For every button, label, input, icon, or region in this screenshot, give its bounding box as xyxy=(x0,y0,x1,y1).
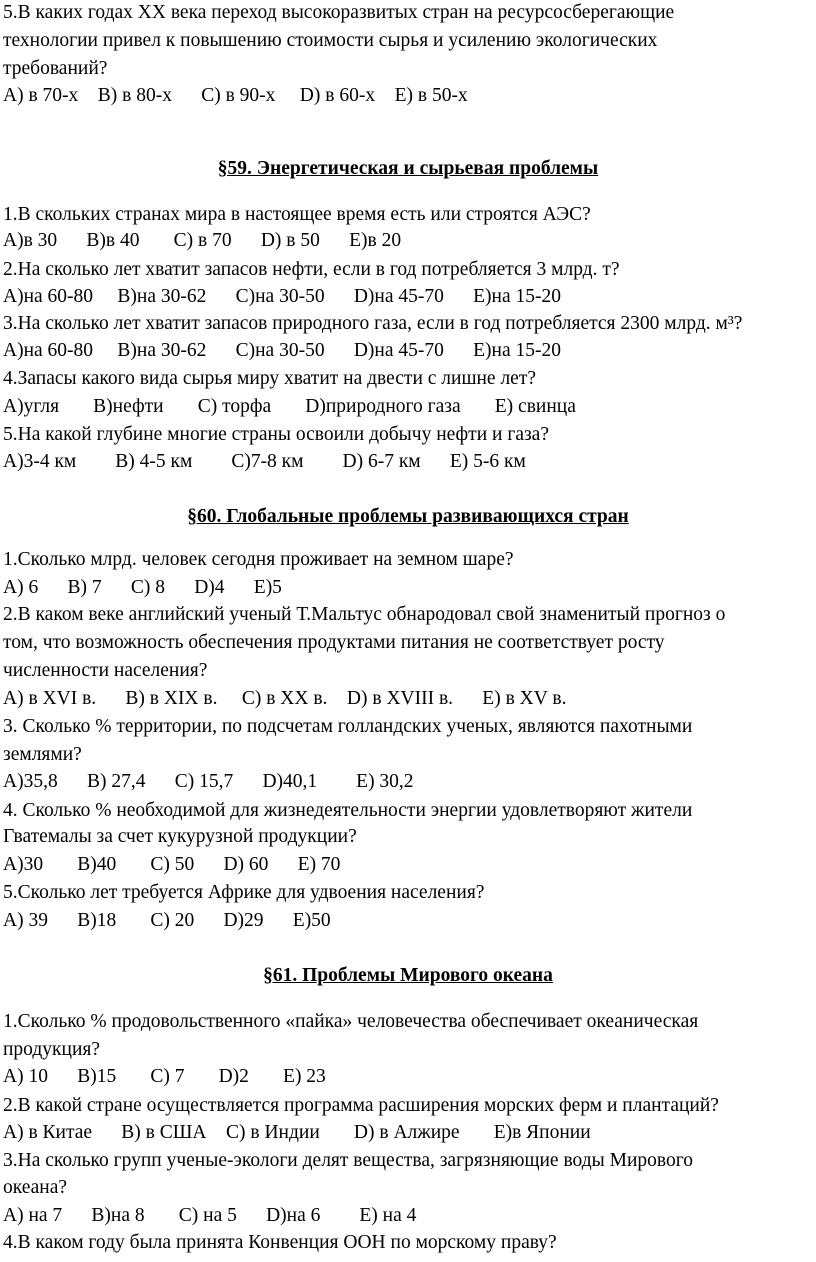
text-line: 5.На какой глубине многие страны освоили добычу нефти и газа? xyxy=(3,424,549,445)
text-line: 5.Сколько лет требуется Африке для удвоения населения? xyxy=(3,882,485,903)
text-line: численности населения? xyxy=(3,660,208,681)
text-line: 4.В каком году была принята Конвенция ООН по морскому праву? xyxy=(3,1232,557,1253)
text-line: 4.Запасы какого вида сырья миру хватит на двести с лишне лет? xyxy=(3,368,537,389)
text-line: A)35,8 B) 27,4 C) 15,7 D)40,1 E) 30,2 xyxy=(3,771,414,792)
text-line: A) в 70-х B) в 80-х C) в 90-х D) в 60-х E) в 50-х xyxy=(3,85,468,106)
text-line: A) в Китае B) в США C) в Индии D) в Алжире E)в Японии xyxy=(3,1122,591,1143)
text-line: 2.В каком веке английский ученый Т.Мальтус обнародовал свой знаменитый прогноз о xyxy=(3,604,726,625)
text-line: 1.Сколько % продовольственного «пайка» человечества обеспечивает океаническая xyxy=(3,1011,699,1032)
text-line: 1.В скольких странах мира в настоящее время есть или строятся АЭС? xyxy=(3,204,591,225)
section-heading: §60. Глобальные проблемы развивающихся стран xyxy=(187,506,629,527)
text-line: землями? xyxy=(3,744,82,765)
text-line: A)на 60-80 B)на 30-62 C)на 30-50 D)на 45-70 E)на 15-20 xyxy=(3,286,561,307)
text-line: A) 6 B) 7 C) 8 D)4 E)5 xyxy=(3,577,282,598)
text-line: 2.В какой стране осуществляется программа расширения морских ферм и плантаций? xyxy=(3,1095,719,1116)
text-line: 3.На сколько лет хватит запасов природного газа, если в год потребляется 2300 млрд. м³? xyxy=(3,313,743,334)
text-line: A)угля B)нефти C) торфа D)природного газа E) свинца xyxy=(3,396,576,417)
text-line: океана? xyxy=(3,1177,68,1198)
text-line: 3.На сколько групп ученые-экологи делят вещества, загрязняющие воды Мирового xyxy=(3,1150,693,1171)
text-line: Гватемалы за счет кукурузной продукции? xyxy=(3,826,357,847)
text-line: технологии привел к повышению стоимости сырья и усилению экологических xyxy=(3,30,658,51)
text-line: A) на 7 B)на 8 C) на 5 D)на 6 E) на 4 xyxy=(3,1205,417,1226)
text-line: A) 10 B)15 C) 7 D)2 E) 23 xyxy=(3,1066,326,1087)
text-line: A)3-4 км B) 4-5 км C)7-8 км D) 6-7 км E) 5-6 км xyxy=(3,451,526,472)
text-line: 4. Сколько % необходимой для жизнедеятельности энергии удовлетворяют жители xyxy=(3,800,693,821)
text-line: A)30 B)40 C) 50 D) 60 E) 70 xyxy=(3,854,341,875)
text-line: том, что возможность обеспечения продуктами питания не соответствует росту xyxy=(3,632,665,653)
section-heading: §59. Энергетическая и сырьевая проблемы xyxy=(217,158,599,179)
text-line: A)в 30 B)в 40 C) в 70 D) в 50 E)в 20 xyxy=(3,230,402,251)
text-line: 1.Сколько млрд. человек сегодня проживает на земном шаре? xyxy=(3,549,514,570)
text-line: A)на 60-80 B)на 30-62 C)на 30-50 D)на 45-70 E)на 15-20 xyxy=(3,340,561,361)
section-heading: §61. Проблемы Мирового океана xyxy=(263,965,553,986)
text-line: продукция? xyxy=(3,1039,101,1060)
text-line: A) 39 B)18 C) 20 D)29 E)50 xyxy=(3,910,331,931)
text-line: 2.На сколько лет хватит запасов нефти, если в год потребляется 3 млрд. т? xyxy=(3,259,620,280)
text-line: A) в XVI в. B) в XIX в. C) в XX в. D) в XVIII в. E) в XV в. xyxy=(3,688,567,709)
text-line: 5.В каких годах XX века переход высокоразвитых стран на ресурсосберегающие xyxy=(3,2,675,23)
text-line: требований? xyxy=(3,58,108,79)
text-line: 3. Сколько % территории, по подсчетам голландских ученых, являются пахотными xyxy=(3,716,693,737)
